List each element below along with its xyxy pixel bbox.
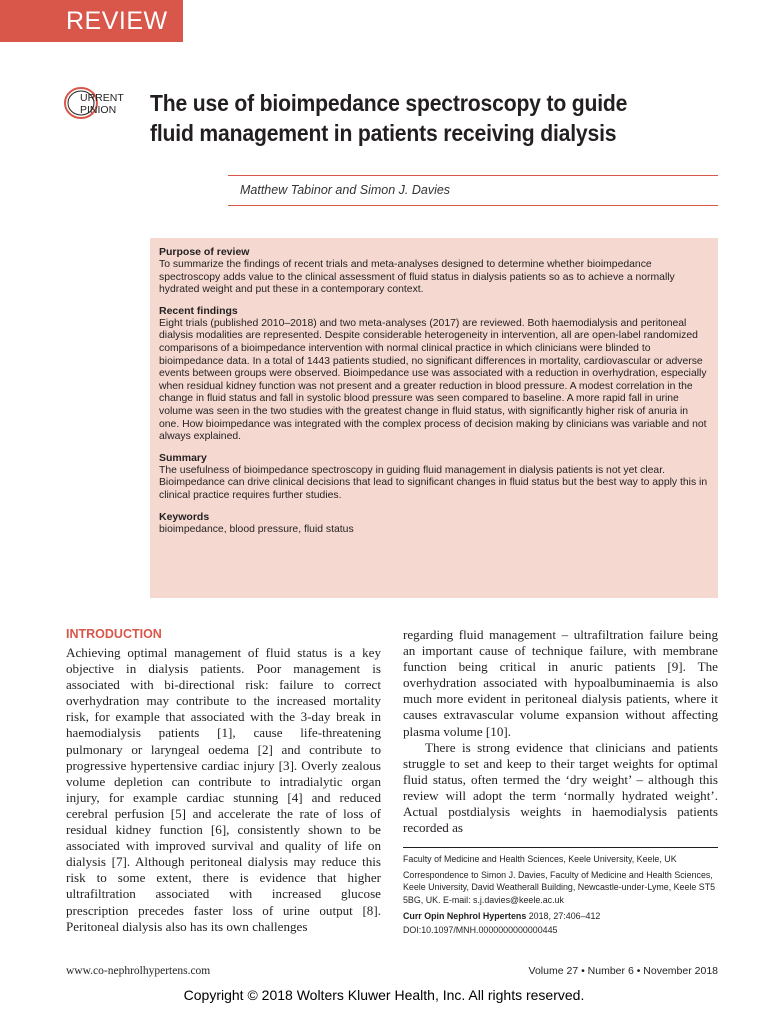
introduction-heading: INTRODUCTION [66, 627, 162, 641]
summary-heading: Summary [159, 451, 207, 464]
logo-line-2: PINION [80, 104, 117, 116]
authors: Matthew Tabinor and Simon J. Davies [240, 183, 451, 197]
section-tab: REVIEW [0, 0, 183, 42]
logo-line-1: URRENT [80, 92, 124, 104]
current-opinion-logo [62, 81, 134, 125]
copyright-notice: Copyright © 2018 Wolters Kluwer Health, Inc. All rights reserved. [183, 987, 585, 1003]
body-left-column: Achieving optimal management of fluid status is a key objective in dialysis patients. Poor management is associated with bi-directional risk: failure to correct overhydration may contribute to the increased mortality risk, for example that associated with the 3-day break in haemodialysis patients [1], cause life-threatening pulmonary or laryngeal oedema [2] and contribute to progressive hypertensive cardiac injury [3]. Overly zealous volume depletion can contribute to intradialytic organ injury, for example cardiac stunning [4] and reduced cerebral perfusion [5] and accelerate the rate of loss of residual kidney function [6], consistently shown to be associated with improved survival and quality of life on dialysis [7]. Although peritoneal dialysis may reduce this risk to some extent, there is evidence that higher ultrafiltration associated with increased glucose prescription precedes faster loss of urine output [8]. Peritoneal dialysis also has its own challenges [66, 645, 381, 934]
findings-text: Eight trials (published 2010–2018) and two meta-analyses (2017) are reviewed. Both haemodialysis and peritoneal dialysis modalities are represented. Despite considerable heterogeneity in intervention, all are open-label randomized comparisons of a bioimpedance intervention with normal clinical practice in which clinicians were blinded to bioimpedance data. In a total of 1443 patients studied, no significant differences in mortality, cardiovascular or adverse events between groups were observed. Bioimpedance use was associated with a reduction in overhydration, especially when residual kidney function was not present and a greater reduction in blood pressure. A modest correlation in the change in fluid status and fall in systolic blood pressure was seen compared to baseline. A more rapid fall in urine volume was seen in the two studies with the greatest change in fluid status, with significantly higher risk of anuria in one. How bioimpedance was integrated with the complex process of decision making by clinicians was variable and not always explained. [159, 317, 707, 443]
purpose-heading: Purpose of review [159, 246, 250, 258]
title-rule-bottom [228, 205, 718, 206]
body-right-column-1: regarding fluid management – ultrafiltration failure being an important cause of technique failure, with membrane function being critical in anuric patients [9]. The overhydration associated with hypoalbuminaemia is also much more evident in peritoneal dialysis patients, where it causes extravascular volume expansion without affecting plasma volume [10]. [403, 627, 718, 739]
body-right-column-2: There is strong evidence that clinicians and patients struggle to set and keep to their target weights for optimal fluid status, often termed the ‘dry weight’ – although this review will adopt the term ‘normally hydrated weight’. Actual postdialysis weights in haemodialysis patients recorded as [403, 740, 718, 836]
title-rule-top [228, 175, 718, 176]
article-title: The use of bioimpedance spectroscopy to guide fluid management in patients receiving dialysis [150, 90, 628, 146]
summary-text: The usefulness of bioimpedance spectroscopy in guiding fluid management in dialysis patients is not yet clear. Bioimpedance can drive clinical decisions that lead to significant changes in fluid status but the best way to apply this in clinical practice requires further studies. [159, 464, 708, 501]
affiliation-block [403, 853, 721, 940]
doi: DOI:10.1097/MNH.0000000000000445 [403, 925, 558, 936]
keywords-heading: Keywords [159, 510, 210, 523]
correspondence: Correspondence to Simon J. Davies, Faculty of Medicine and Health Sciences, Keele University, David Weatherall Building, Newcastle-under-Lyme, Keele ST5 5BG, UK. E-mail: s.j.davies@keele.ac.uk [403, 870, 716, 905]
journal-ref: 2018, 27:406–412 [526, 910, 601, 921]
abstract-box [150, 238, 718, 598]
findings-heading: Recent findings [159, 304, 238, 317]
journal-name: Curr Opin Nephrol Hypertens [403, 910, 527, 921]
affiliation-rule [403, 847, 718, 848]
issue-info: Volume 27 • Number 6 • November 2018 [528, 965, 718, 977]
journal-citation [403, 910, 721, 922]
keywords-text: bioimpedance, blood pressure, fluid status [159, 523, 354, 535]
faculty-affiliation: Faculty of Medicine and Health Sciences, Keele University, Keele, UK [403, 854, 677, 864]
purpose-text: To summarize the findings of recent trials and meta-analyses designed to determine whether bioimpedance spectroscopy adds value to the clinical assessment of fluid status in dialysis patients so as to achieve a normally hydrated weight and put these in a contemporary context. [159, 259, 675, 296]
journal-website: www.co-nephrolhypertens.com [66, 965, 211, 977]
